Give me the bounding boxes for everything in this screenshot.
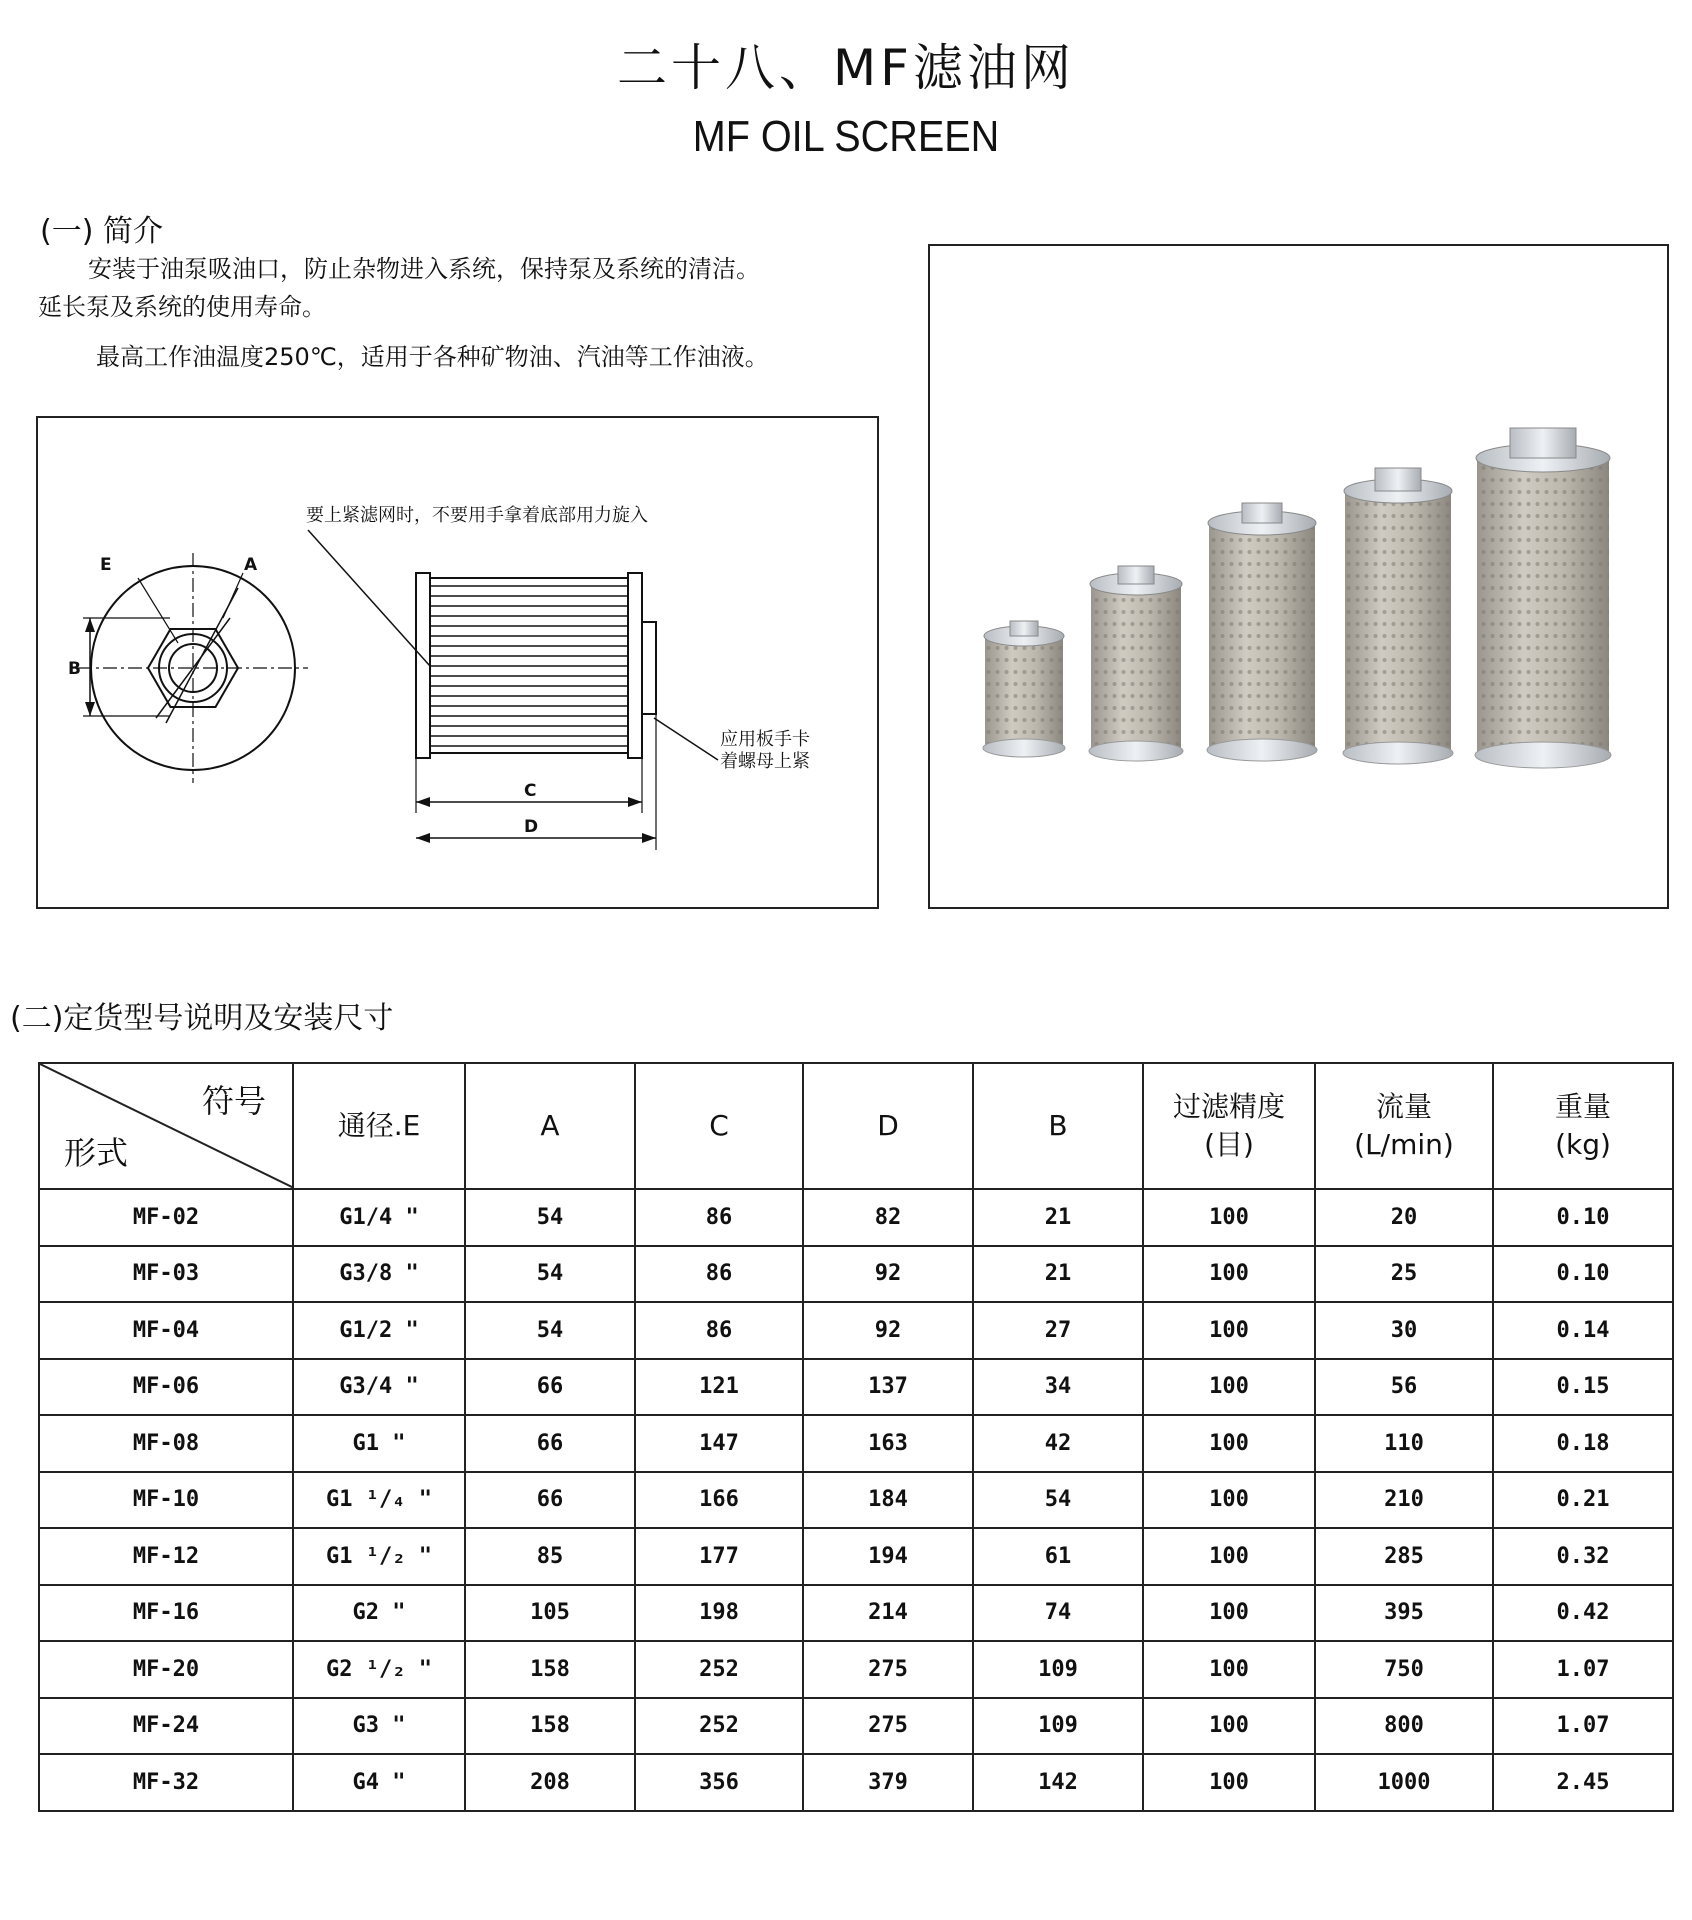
cell-d: 214 <box>803 1585 973 1642</box>
cell-flow: 395 <box>1315 1585 1493 1642</box>
cell-e: G1 ¹/₄ " <box>293 1472 465 1529</box>
cell-weight: 0.14 <box>1493 1302 1673 1359</box>
cell-a: 66 <box>465 1472 635 1529</box>
header-form: 形式 <box>64 1134 129 1172</box>
diagram-label-d: D <box>524 817 539 837</box>
cell-model: MF-10 <box>39 1472 293 1529</box>
cell-mesh: 100 <box>1143 1528 1315 1585</box>
table-row <box>39 1698 1673 1755</box>
cell-e: G2 " <box>293 1585 465 1642</box>
cell-c: 86 <box>635 1189 803 1246</box>
header-corner <box>39 1063 293 1189</box>
table-row <box>39 1641 1673 1698</box>
diagram-label-c: C <box>524 781 537 801</box>
header-b: B <box>973 1063 1143 1189</box>
dimension-diagram <box>36 416 879 909</box>
cell-weight: 0.10 <box>1493 1189 1673 1246</box>
cell-flow: 285 <box>1315 1528 1493 1585</box>
cell-a: 54 <box>465 1246 635 1303</box>
table-row <box>39 1246 1673 1303</box>
cell-model: MF-24 <box>39 1698 293 1755</box>
product-photo <box>928 244 1669 909</box>
header-mesh <box>1143 1063 1315 1189</box>
cell-e: G1/2 " <box>293 1302 465 1359</box>
cell-a: 208 <box>465 1754 635 1811</box>
page-subtitle: MF OIL SCREEN <box>692 112 1000 161</box>
header-symbol: 符号 <box>201 1082 266 1120</box>
cell-d: 184 <box>803 1472 973 1529</box>
section2-heading: (二)定货型号说明及安装尺寸 <box>10 1001 394 1036</box>
cell-b: 109 <box>973 1698 1143 1755</box>
cell-mesh: 100 <box>1143 1698 1315 1755</box>
diagram-note-top: 要上紧滤网时，不要用手拿着底部用力旋入 <box>306 505 648 526</box>
cell-e: G1 ¹/₂ " <box>293 1528 465 1585</box>
cell-model: MF-20 <box>39 1641 293 1698</box>
header-flow-line2: (L/min) <box>1354 1128 1454 1161</box>
cell-b: 74 <box>973 1585 1143 1642</box>
cell-b: 54 <box>973 1472 1143 1529</box>
spec-table <box>38 1062 1674 1812</box>
cell-e: G1 " <box>293 1415 465 1472</box>
intro-text <box>38 250 838 376</box>
cell-weight: 0.32 <box>1493 1528 1673 1585</box>
cell-d: 275 <box>803 1698 973 1755</box>
cell-weight: 1.07 <box>1493 1641 1673 1698</box>
table-row <box>39 1415 1673 1472</box>
cell-a: 158 <box>465 1698 635 1755</box>
cell-e: G3 " <box>293 1698 465 1755</box>
table-row <box>39 1585 1673 1642</box>
cell-d: 137 <box>803 1359 973 1416</box>
cell-mesh: 100 <box>1143 1246 1315 1303</box>
intro-heading: (一) 简介 <box>40 214 163 249</box>
table-row <box>39 1359 1673 1416</box>
cell-model: MF-02 <box>39 1189 293 1246</box>
cell-c: 166 <box>635 1472 803 1529</box>
filter-3 <box>1207 503 1317 761</box>
cell-weight: 0.15 <box>1493 1359 1673 1416</box>
table-row <box>39 1189 1673 1246</box>
cell-weight: 2.45 <box>1493 1754 1673 1811</box>
cell-weight: 0.18 <box>1493 1415 1673 1472</box>
cell-b: 21 <box>973 1246 1143 1303</box>
cell-mesh: 100 <box>1143 1585 1315 1642</box>
cell-d: 82 <box>803 1189 973 1246</box>
table-row <box>39 1302 1673 1359</box>
diagram-note-right-2: 着螺母上紧 <box>720 751 810 772</box>
cell-e: G4 " <box>293 1754 465 1811</box>
cell-b: 27 <box>973 1302 1143 1359</box>
cell-a: 54 <box>465 1302 635 1359</box>
cell-c: 147 <box>635 1415 803 1472</box>
cell-c: 86 <box>635 1302 803 1359</box>
cell-c: 252 <box>635 1698 803 1755</box>
cell-b: 61 <box>973 1528 1143 1585</box>
cell-flow: 30 <box>1315 1302 1493 1359</box>
header-flow <box>1315 1063 1493 1189</box>
header-e: 通径.E <box>293 1063 465 1189</box>
filter-1 <box>983 621 1065 757</box>
cell-c: 356 <box>635 1754 803 1811</box>
cell-model: MF-06 <box>39 1359 293 1416</box>
cell-mesh: 100 <box>1143 1641 1315 1698</box>
header-d: D <box>803 1063 973 1189</box>
filter-5 <box>1475 428 1611 768</box>
cell-b: 34 <box>973 1359 1143 1416</box>
header-weight-line2: (kg) <box>1555 1128 1611 1161</box>
header-a: A <box>465 1063 635 1189</box>
page-title: 二十八、MF滤油网 <box>617 39 1075 97</box>
cell-d: 379 <box>803 1754 973 1811</box>
cell-e: G1/4 " <box>293 1189 465 1246</box>
header-mesh-line1: 过滤精度 <box>1172 1090 1285 1123</box>
cell-a: 66 <box>465 1359 635 1416</box>
cell-d: 92 <box>803 1246 973 1303</box>
diagram-label-e: E <box>100 555 112 575</box>
cell-mesh: 100 <box>1143 1359 1315 1416</box>
diagram-label-a: A <box>244 555 258 575</box>
table-header-row <box>39 1063 1673 1189</box>
cell-flow: 750 <box>1315 1641 1493 1698</box>
cell-mesh: 100 <box>1143 1415 1315 1472</box>
cell-c: 198 <box>635 1585 803 1642</box>
cell-d: 163 <box>803 1415 973 1472</box>
cell-b: 109 <box>973 1641 1143 1698</box>
cell-d: 194 <box>803 1528 973 1585</box>
cell-c: 177 <box>635 1528 803 1585</box>
cell-flow: 1000 <box>1315 1754 1493 1811</box>
cell-c: 121 <box>635 1359 803 1416</box>
table-row <box>39 1528 1673 1585</box>
table-row <box>39 1472 1673 1529</box>
cell-model: MF-03 <box>39 1246 293 1303</box>
cell-mesh: 100 <box>1143 1302 1315 1359</box>
cell-mesh: 100 <box>1143 1189 1315 1246</box>
intro-line-1: 安装于油泵吸油口，防止杂物进入系统，保持泵及系统的清洁。 <box>88 255 760 283</box>
filter-4 <box>1343 468 1453 764</box>
cell-e: G3/4 " <box>293 1359 465 1416</box>
cell-flow: 20 <box>1315 1189 1493 1246</box>
cell-d: 92 <box>803 1302 973 1359</box>
cell-model: MF-08 <box>39 1415 293 1472</box>
header-mesh-line2: (目) <box>1204 1128 1254 1161</box>
cell-a: 54 <box>465 1189 635 1246</box>
diagram-note-right-1: 应用板手卡 <box>720 729 810 750</box>
cell-b: 142 <box>973 1754 1143 1811</box>
cell-model: MF-16 <box>39 1585 293 1642</box>
cell-flow: 210 <box>1315 1472 1493 1529</box>
cell-weight: 1.07 <box>1493 1698 1673 1755</box>
cell-weight: 0.42 <box>1493 1585 1673 1642</box>
header-c: C <box>635 1063 803 1189</box>
cell-model: MF-32 <box>39 1754 293 1811</box>
cell-c: 252 <box>635 1641 803 1698</box>
intro-line-2: 延长泵及系统的使用寿命。 <box>38 293 326 321</box>
cell-a: 158 <box>465 1641 635 1698</box>
cell-b: 42 <box>973 1415 1143 1472</box>
cell-flow: 56 <box>1315 1359 1493 1416</box>
cell-c: 86 <box>635 1246 803 1303</box>
diagram-drawing <box>38 418 877 907</box>
intro-line-3: 最高工作油温度250℃，适用于各种矿物油、汽油等工作油液。 <box>96 343 769 371</box>
cell-flow: 25 <box>1315 1246 1493 1303</box>
header-weight-line1: 重量 <box>1554 1090 1611 1123</box>
cell-flow: 110 <box>1315 1415 1493 1472</box>
oil-screens-illustration <box>930 246 1667 907</box>
cell-a: 66 <box>465 1415 635 1472</box>
cell-mesh: 100 <box>1143 1472 1315 1529</box>
cell-model: MF-04 <box>39 1302 293 1359</box>
table-row <box>39 1754 1673 1811</box>
cell-weight: 0.10 <box>1493 1246 1673 1303</box>
cell-d: 275 <box>803 1641 973 1698</box>
cell-flow: 800 <box>1315 1698 1493 1755</box>
cell-a: 85 <box>465 1528 635 1585</box>
header-weight <box>1493 1063 1673 1189</box>
diagram-label-b: B <box>68 659 81 679</box>
cell-e: G2 ¹/₂ " <box>293 1641 465 1698</box>
cell-model: MF-12 <box>39 1528 293 1585</box>
cell-mesh: 100 <box>1143 1754 1315 1811</box>
filter-2 <box>1089 566 1183 761</box>
cell-weight: 0.21 <box>1493 1472 1673 1529</box>
cell-e: G3/8 " <box>293 1246 465 1303</box>
cell-b: 21 <box>973 1189 1143 1246</box>
header-flow-line1: 流量 <box>1375 1090 1432 1123</box>
cell-a: 105 <box>465 1585 635 1642</box>
